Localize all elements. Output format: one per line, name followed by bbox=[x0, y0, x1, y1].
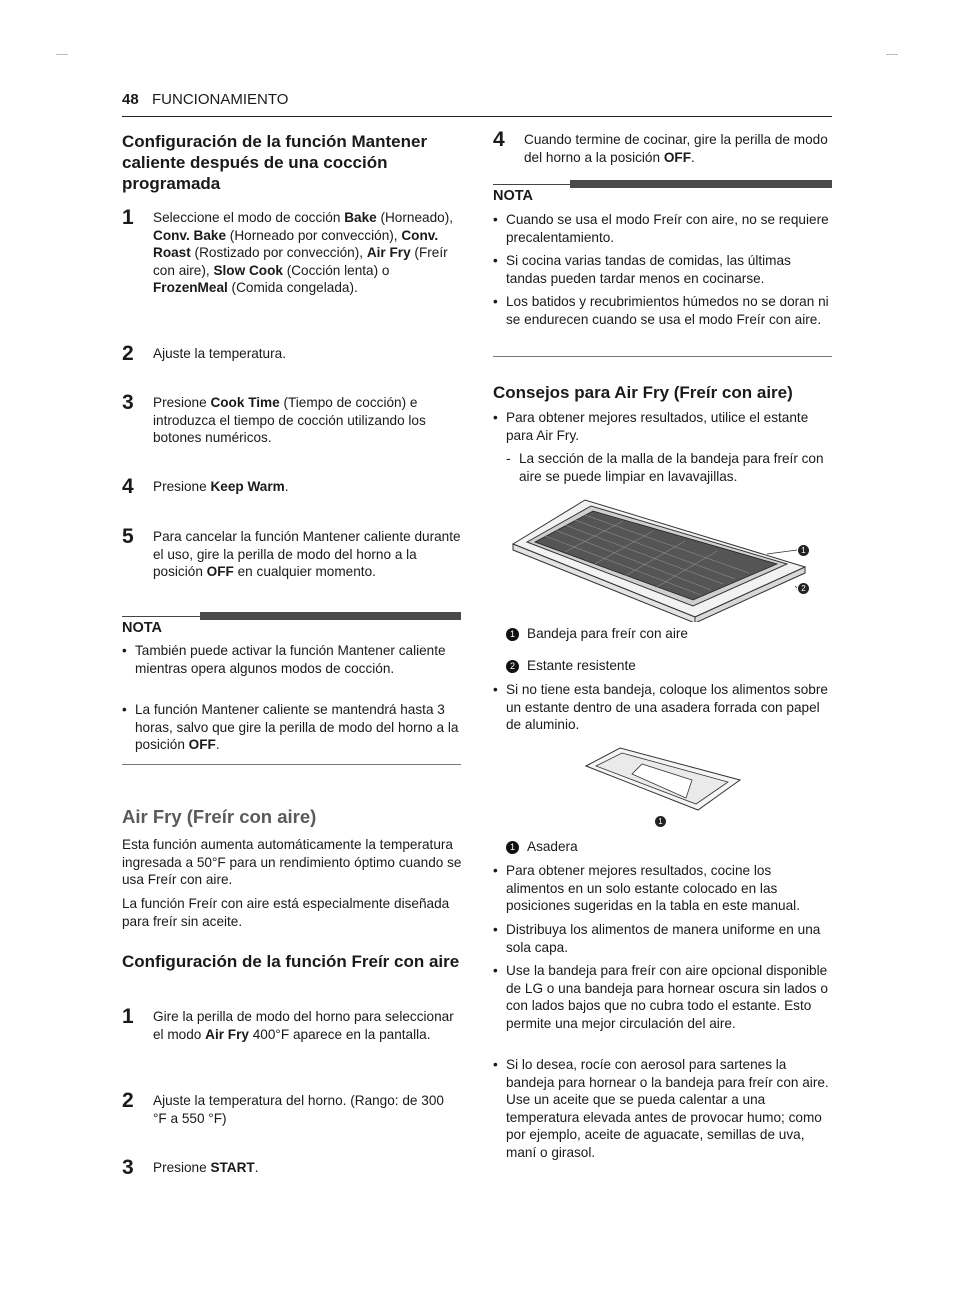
bullet-icon: • bbox=[493, 410, 498, 425]
step-text: Ajuste la temperatura. bbox=[153, 346, 286, 361]
air-fry-basket-illustration bbox=[505, 492, 815, 622]
callout-number-icon: 2 bbox=[506, 660, 519, 673]
bullet-icon: • bbox=[122, 643, 127, 658]
nota-title: NOTA bbox=[122, 620, 163, 636]
bullet-icon: • bbox=[493, 863, 498, 878]
step-text: Ajuste la temperatura del horno. (Rango: de 300 °F a 550 °F) bbox=[153, 1093, 444, 1126]
heading-config-airfry: Configuración de la función Freír con aire bbox=[122, 952, 460, 971]
crop-mark-left bbox=[56, 54, 68, 55]
bullet-icon: • bbox=[493, 963, 498, 978]
step-number: 1 bbox=[122, 206, 134, 229]
step-text: Cuando termine de cocinar, gire la perilla de modo del horno a la posición OFF. bbox=[524, 132, 828, 165]
nota-box-left: NOTA • También puede activar la función Mantener caliente mientras opera algunos modos de cocción. • La función Mantener caliente se mantendrá hasta 3 horas, salvo que gire la perilla de modo del horno a la posición OFF. bbox=[122, 616, 461, 765]
callout-asadera: 1 Asadera bbox=[506, 839, 578, 854]
step-text: Presione Keep Warm. bbox=[153, 479, 289, 494]
bullet-icon: • bbox=[493, 1057, 498, 1072]
step-number: 1 bbox=[122, 1005, 134, 1028]
step-number: 4 bbox=[122, 475, 134, 498]
crop-mark-right bbox=[886, 54, 898, 55]
step-text: Para cancelar la función Mantener caliente durante el uso, gire la perilla de modo del horno a la posición OFF en cualquier momento. bbox=[153, 529, 461, 580]
step-number: 2 bbox=[122, 342, 134, 365]
nota-bar bbox=[200, 612, 461, 620]
step-text: Gire la perilla de modo del horno para seleccionar el modo Air Fry 400°F aparece en la pantalla. bbox=[153, 1009, 454, 1042]
nota-box-right: NOTA • Cuando se usa el modo Freír con aire, no se requiere precalentamiento. • Si cocina varias tandas de comidas, las últimas tandas pueden tardar menos en cocinarse. • Los batidos y recubrimientos húmedos no se doran ni se endurecen cuando se usa el modo Freír con aire. bbox=[493, 184, 832, 357]
bullet-icon: • bbox=[493, 682, 498, 697]
dash-icon: - bbox=[506, 451, 511, 466]
step-text: Seleccione el modo de cocción Bake (Horneado), Conv. Bake (Horneado por convección), Conv. Roast (Rostizado por convección), Air Fry (Freír con aire), Slow Cook (Cocción lenta) o FrozenMeal (Comida congelada). bbox=[153, 210, 453, 296]
bullet-icon: • bbox=[493, 922, 498, 937]
bullet-icon: • bbox=[122, 702, 127, 717]
bullet-icon: • bbox=[493, 294, 498, 309]
callout-number-icon: 1 bbox=[506, 841, 519, 854]
step-text: Presione START. bbox=[153, 1160, 259, 1175]
section-title: FUNCIONAMIENTO bbox=[152, 91, 289, 108]
callout-marker-asadera: 1 bbox=[655, 816, 666, 827]
page-number: 48 bbox=[122, 91, 139, 108]
step-number: 4 bbox=[493, 128, 505, 151]
paragraph: Esta función aumenta automáticamente la temperatura ingresada a 50°F para un rendimiento óptimo cuando se usa Freír con aire. bbox=[122, 837, 462, 888]
nota-divider bbox=[493, 184, 570, 185]
step-number: 2 bbox=[122, 1089, 134, 1112]
step-number: 5 bbox=[122, 525, 134, 548]
callout-estante: 2 Estante resistente bbox=[506, 658, 636, 673]
step-number: 3 bbox=[122, 391, 134, 414]
heading-keep-warm: Configuración de la función Mantener caliente después de una cocción programada bbox=[122, 132, 428, 193]
callout-marker-2: 2 bbox=[798, 583, 809, 594]
callout-marker-1: 1 bbox=[798, 545, 809, 556]
paragraph: La función Freír con aire está especialmente diseñada para freír sin aceite. bbox=[122, 896, 450, 929]
step-number: 3 bbox=[122, 1156, 134, 1179]
nota-bar bbox=[570, 180, 832, 188]
roasting-pan-illustration bbox=[582, 744, 744, 814]
page-header bbox=[122, 88, 832, 117]
bullet-icon: • bbox=[493, 253, 498, 268]
heading-tips: Consejos para Air Fry (Freír con aire) bbox=[493, 383, 793, 402]
heading-air-fry: Air Fry (Freír con aire) bbox=[122, 806, 317, 827]
nota-divider bbox=[122, 616, 200, 617]
bullet-icon: • bbox=[493, 212, 498, 227]
callout-bandeja: 1 Bandeja para freír con aire bbox=[506, 626, 688, 641]
step-text: Presione Cook Time (Tiempo de cocción) e introduzca el tiempo de cocción utilizando los botones numéricos. bbox=[153, 395, 426, 446]
callout-number-icon: 1 bbox=[506, 628, 519, 641]
nota-title: NOTA bbox=[493, 188, 534, 204]
